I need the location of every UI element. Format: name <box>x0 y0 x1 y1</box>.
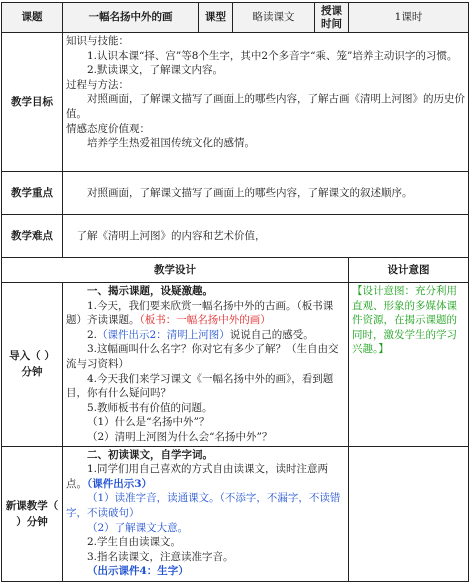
goals-label: 教学目标 <box>2 33 63 172</box>
study-row <box>2 446 469 581</box>
intro-line-num: 2. <box>87 328 98 341</box>
intro-question: （1）什么是“名扬中外”？ <box>87 416 210 429</box>
difficulty-content: 了解《清明上河图》的内容和艺术价值， <box>63 215 469 258</box>
courseware-note: （课件出示3） <box>87 477 153 490</box>
intro-line: 4.今天我们来学习课文《一幅名扬中外的画》，看到题目，你有什么疑问吗？ <box>66 372 334 400</box>
study-line <box>66 462 345 491</box>
goals-line: 对照画面，了解课文描写了画面上的哪些内容，了解古画《清明上河图》的历史价值。 <box>66 93 465 120</box>
title-label: 课题 <box>2 3 63 33</box>
study-bullet: （1）读准字音，读通课文。（不添字，不漏字，不读错字，不读破句） <box>66 492 341 519</box>
intent-header: 设计意图 <box>349 258 469 283</box>
goals-line: 过程与方法： <box>66 78 129 91</box>
study-line: 3.指名读课文，注意读准字音。 <box>87 550 234 563</box>
intro-line <box>66 328 345 343</box>
intro-content <box>63 283 349 447</box>
study-content <box>63 446 349 581</box>
study-bullet: （2）了解课文大意。 <box>87 521 189 534</box>
difficulty-row <box>2 215 469 258</box>
intro-line <box>66 299 345 328</box>
goals-line: 知识与技能： <box>66 35 129 47</box>
intro-line: 5.教师板书有价值的问题。 <box>87 401 213 414</box>
goals-row <box>2 33 469 172</box>
difficulty-label: 教学难点 <box>2 215 63 258</box>
lesson-type: 略读课文 <box>233 3 315 33</box>
goals-line: 1.认识本课“择、宫”等8个生字，其中2个多音字“乘、笼”培养主动识字的习惯。 <box>87 49 458 62</box>
hours-label: 授课时间 <box>315 3 349 33</box>
lesson-plan-table <box>1 2 469 582</box>
study-intent <box>349 446 469 581</box>
goals-content <box>63 33 469 172</box>
lesson-title: 一幅名扬中外的画 <box>63 3 199 33</box>
header-row <box>2 3 469 33</box>
focus-label: 教学重点 <box>2 172 63 215</box>
courseware-note: （出示课件4：生字） <box>87 565 189 578</box>
goals-line: 情感态度价值观： <box>66 122 150 135</box>
focus-row <box>2 172 469 215</box>
blackboard-note: （板书：一幅名扬中外的画） <box>139 314 271 327</box>
lesson-hours: 1课时 <box>349 3 469 33</box>
study-label: 新课教学（ ）分钟 <box>2 446 63 581</box>
goals-line: 2.默读课文，了解课文内容。 <box>87 64 224 77</box>
intro-label: 导入（ ）分钟 <box>2 283 63 447</box>
intro-line-text: 1.今天，我们要来欣赏一幅名扬中外的古画。（板书课题）齐读课题。 <box>66 299 334 327</box>
study-line: 2.学生自由读课文。 <box>87 536 182 549</box>
intro-line-text: 说说自己的感受。 <box>229 328 314 341</box>
focus-content: 对照画面，了解课文描写了画面上的哪些内容，了解课文的叙述顺序。 <box>63 172 469 215</box>
type-label: 课型 <box>199 3 233 33</box>
intro-question: （2）清明上河图为什么会“名扬中外”？ <box>87 430 273 443</box>
study-line-text: 1.同学们用自己喜欢的方式自由读课文，读时注意两点。 <box>66 463 329 490</box>
design-header-row <box>2 258 469 283</box>
study-heading: 二、初读课文，自学字词。 <box>87 448 213 461</box>
courseware-note: （课件出示2：清明上河图） <box>97 328 230 341</box>
design-header: 教学设计 <box>2 258 349 283</box>
intro-heading: 一、揭示课题，设疑激趣。 <box>87 285 213 297</box>
intro-line: 3.这幅画叫什么名字？你对它有多少了解？（生自由交流与习资料） <box>66 343 339 370</box>
intro-intent: 【设计意图：充分利用直观、形象的多媒体课件资源，在揭示课题的同时，激发学生的学习兴趣。】 <box>349 283 469 447</box>
intro-row <box>2 283 469 447</box>
goals-line: 培养学生热爱祖国传统文化的感情。 <box>87 137 255 150</box>
